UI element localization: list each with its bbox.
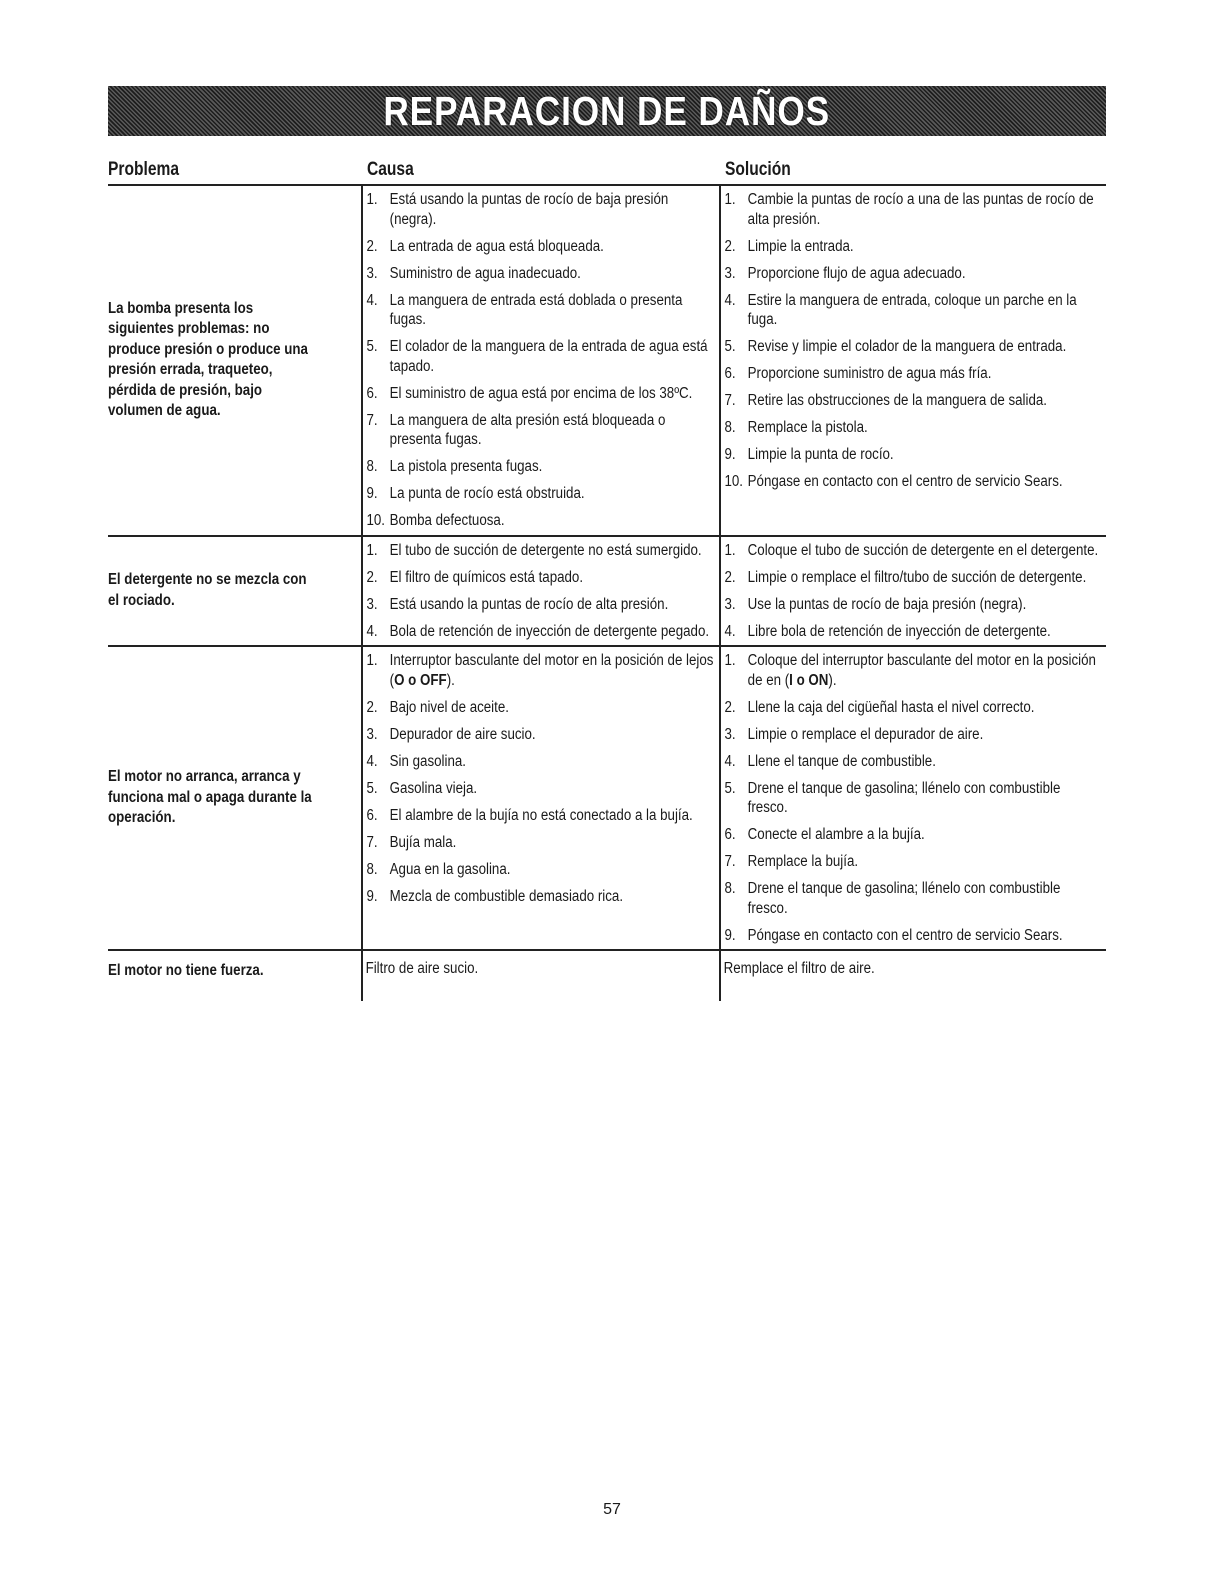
page-title: REPARACION DE DAÑOS (383, 87, 831, 134)
cause-number: 10. (366, 512, 385, 529)
cause-item (363, 264, 716, 284)
cause-item (363, 833, 716, 853)
solution-text-part: Limpie o remplace el depurador de aire. (747, 725, 984, 743)
cause-item (363, 484, 716, 504)
cause-number: 8. (366, 860, 378, 878)
cause-number: 6. (366, 384, 378, 402)
solution-text-part: Póngase en contacto con el centro de servicio Sears. (747, 473, 1063, 490)
cause-text-part: Mezcla de combustible demasiado rica. (389, 887, 624, 905)
problem-text: El motor no arranca, arranca y funciona mal o apaga durante la operación. (108, 768, 312, 827)
solution-number: 8. (724, 419, 736, 436)
solution-text-part: Proporcione suministro de agua más fría. (747, 365, 992, 382)
solution-number: 4. (724, 752, 736, 770)
cause-item (363, 806, 716, 826)
solution-text (748, 926, 1103, 946)
cause-item (363, 860, 716, 880)
cause-item (363, 725, 716, 745)
solution-item (721, 752, 1103, 772)
cause-text-part: El colador de la manguera de la entrada de agua está tapado. (389, 338, 708, 375)
cause-text (390, 337, 716, 376)
problem-text: El motor no tiene fuerza. (108, 962, 264, 979)
cause-text-part: Interruptor basculante del motor en la posición de lejos ( (389, 652, 714, 689)
cause-text (390, 568, 716, 588)
solution-item (721, 190, 1103, 229)
solution-number: 6. (724, 826, 736, 843)
solution-text (748, 752, 1103, 772)
cause-number: 7. (366, 411, 378, 429)
problem-cell (108, 951, 361, 1001)
cause-number: 2. (366, 568, 378, 586)
cause-number: 5. (366, 338, 378, 355)
cause-text-part: Bujía mala. (389, 833, 457, 851)
cause-text-part: Está usando la puntas de rocío de baja presión (negra). (389, 191, 669, 228)
table-section (108, 951, 1106, 1001)
title-banner (108, 86, 1106, 136)
cause-text-part: Gasolina vieja. (389, 779, 478, 797)
solution-item (721, 651, 1103, 690)
cause-text-part: Suministro de agua inadecuado. (389, 264, 581, 282)
cause-text-part: Bajo nivel de aceite. (389, 698, 509, 716)
solution-text (748, 190, 1103, 229)
cause-text (390, 190, 716, 229)
cause-text (390, 411, 716, 450)
solution-item (721, 879, 1103, 918)
cause-text (390, 651, 716, 690)
cause-text (390, 860, 716, 880)
solution-text (748, 651, 1103, 690)
solution-text (748, 264, 1103, 284)
solution-cell (719, 537, 1106, 646)
cause-text-part: El filtro de químicos está tapado. (389, 568, 584, 586)
cause-cell (361, 186, 719, 535)
solution-text (748, 622, 1103, 642)
table-section (108, 186, 1106, 537)
cause-text-part: Bola de retención de inyección de detergente pegado. (389, 622, 710, 640)
cause-text-part: El alambre de la bujía no está conectado a la bujía. (389, 806, 693, 824)
solution-number: 3. (724, 725, 736, 743)
cause-number: 3. (366, 725, 378, 743)
solution-item (721, 698, 1103, 718)
cause-text (390, 595, 716, 615)
solution-text-part: Drene el tanque de gasolina; llénelo con combustible fresco. (747, 779, 1061, 816)
solution-text-part: Remplace la pistola. (747, 419, 868, 436)
solution-text (748, 472, 1103, 492)
cause-text (390, 511, 716, 531)
cause-text (390, 237, 716, 257)
solution-number: 5. (724, 338, 736, 355)
solution-text-part: Remplace la bujía. (747, 853, 859, 870)
cause-text (390, 779, 716, 799)
solution-number: 2. (724, 698, 736, 716)
solution-number: 10. (724, 473, 743, 490)
cause-text (390, 833, 716, 853)
cause-text-part: La manguera de entrada está doblada o presenta fugas. (389, 291, 683, 328)
solution-number: 4. (724, 622, 736, 640)
cause-number: 6. (366, 806, 378, 824)
solution-number: 1. (724, 191, 736, 208)
cause-number: 1. (366, 541, 378, 559)
cause-item (363, 595, 716, 615)
cause-item (363, 698, 716, 718)
cause-item (363, 384, 716, 404)
cause-text (390, 264, 716, 284)
cause-text (390, 291, 716, 330)
cause-number: 1. (366, 652, 378, 669)
cause-text-part: ). (446, 671, 455, 689)
cause-text-part: Está usando la puntas de rocío de alta presión. (389, 595, 669, 613)
solution-item (721, 364, 1103, 384)
solution-text (748, 391, 1103, 411)
solution-text (748, 568, 1103, 588)
solution-text-part: Cambie la puntas de rocío a una de las puntas de rocío de alta presión. (747, 191, 1094, 228)
solution-text-part: Use la puntas de rocío de baja presión (negra). (747, 595, 1027, 613)
solution-number: 1. (724, 541, 736, 559)
problem-cell (108, 186, 361, 535)
cause-text-part: La pistola presenta fugas. (389, 458, 543, 475)
solution-text (748, 879, 1103, 918)
solution-text (748, 364, 1103, 384)
solution-text-part: Libre bola de retención de inyección de detergente. (747, 622, 1051, 640)
cause-text (390, 384, 716, 404)
solution-text-part: Drene el tanque de gasolina; llénelo con combustible fresco. (747, 880, 1061, 917)
solution-text-part: Revise y limpie el colador de la manguera de entrada. (747, 338, 1067, 355)
solution-number: 7. (724, 392, 736, 409)
solution-number: 9. (724, 926, 736, 944)
solution-number: 9. (724, 446, 736, 463)
cause-number: 1. (366, 191, 378, 208)
solution-item (721, 391, 1103, 411)
cause-text (390, 806, 716, 826)
solution-text-part: Llene el tanque de combustible. (747, 752, 936, 770)
solution-text (748, 779, 1103, 818)
page-number: 57 (603, 1501, 621, 1518)
solution-item (721, 418, 1103, 438)
solution-text-part: ). (828, 671, 837, 689)
solution-item (721, 445, 1103, 465)
cause-item (363, 511, 716, 531)
solution-number: 6. (724, 365, 736, 382)
solution-item (721, 568, 1103, 588)
cause-number: 8. (366, 458, 378, 475)
solution-text-part: Proporcione flujo de agua adecuado. (747, 264, 966, 282)
solution-text (748, 852, 1103, 872)
cause-number: 4. (366, 291, 378, 309)
solution-text (748, 291, 1103, 330)
cause-text (390, 698, 716, 718)
solution-text-part: Limpie la entrada. (747, 237, 854, 255)
cause-item (363, 541, 716, 561)
cause-item (363, 337, 716, 376)
cause-text (390, 457, 716, 477)
solution-number: 2. (724, 237, 736, 255)
cause-number: 3. (366, 264, 378, 282)
solution-text (748, 595, 1103, 615)
cause-item (363, 651, 716, 690)
cause-text-part: La manguera de alta presión está bloqueada o presenta fugas. (389, 411, 666, 448)
solution-item (721, 595, 1103, 615)
cause-number: 9. (366, 485, 378, 502)
solution-text-part: Coloque el tubo de succión de detergente en el detergente. (747, 541, 1099, 559)
solution-item (721, 825, 1103, 845)
problem-cell (108, 647, 361, 949)
problem-cell (108, 537, 361, 646)
cause-item (363, 291, 716, 330)
solution-text-part: Retire las obstrucciones de la manguera de salida. (747, 392, 1048, 409)
solution-text-part: Limpie la punta de rocío. (747, 446, 894, 463)
problem-text: El detergente no se mezcla con el rociado. (108, 571, 307, 609)
cause-item (363, 237, 716, 257)
cause-text (390, 752, 716, 772)
cause-text (390, 484, 716, 504)
solution-text-part: Coloque del interruptor basculante del motor en la posición de en ( (747, 652, 1096, 689)
solution-text (748, 825, 1103, 845)
solution-item (721, 472, 1103, 492)
solution-item (721, 926, 1103, 946)
cause-cell (361, 951, 719, 1001)
header-causa: Causa (367, 159, 414, 180)
cause-cell (361, 647, 719, 949)
solution-text (748, 337, 1103, 357)
solution-text-bold: I o ON (789, 671, 829, 689)
solution-text-part: Póngase en contacto con el centro de servicio Sears. (747, 926, 1063, 944)
cause-number: 4. (366, 752, 378, 770)
solution-number: 1. (724, 652, 736, 669)
cause-item (363, 887, 716, 907)
cause-number: 9. (366, 887, 378, 905)
solution-item (721, 337, 1103, 357)
solution-number: 3. (724, 595, 736, 613)
solution-cell (719, 951, 1106, 1001)
cause-item (363, 752, 716, 772)
solution-cell (719, 186, 1106, 535)
solution-item (721, 622, 1103, 642)
solution-item (721, 852, 1103, 872)
cause-text-part: El suministro de agua está por encima de los 38ºC. (389, 384, 693, 402)
cause-number: 4. (366, 622, 378, 640)
cause-text-part: Agua en la gasolina. (389, 860, 511, 878)
troubleshooting-table (108, 150, 1106, 1001)
cause-number: 2. (366, 698, 378, 716)
cause-text (390, 541, 716, 561)
solution-text (748, 725, 1103, 745)
cause-item (363, 622, 716, 642)
cause-text-part: Sin gasolina. (389, 752, 466, 770)
cause-text-part: Depurador de aire sucio. (389, 725, 536, 743)
cause-item (363, 411, 716, 450)
cause-text (390, 622, 716, 642)
solution-number: 7. (724, 853, 736, 870)
cause-text (390, 725, 716, 745)
cause-text-part: La punta de rocío está obstruida. (389, 485, 585, 502)
cause-item (363, 779, 716, 799)
solution-item (721, 541, 1103, 561)
solution-text (748, 418, 1103, 438)
cause-text (390, 887, 716, 907)
cause-text-bold: O o OFF (394, 671, 447, 689)
cause-text-part: La entrada de agua está bloqueada. (389, 237, 604, 255)
solution-cell (719, 647, 1106, 949)
cause-number: 2. (366, 237, 378, 255)
solution-number: 8. (724, 880, 736, 897)
solution-text (748, 445, 1103, 465)
cause-item (363, 190, 716, 229)
solution-item (721, 779, 1103, 818)
table-section (108, 537, 1106, 648)
solution-item (721, 725, 1103, 745)
table-section (108, 647, 1106, 951)
solution-number: 5. (724, 779, 736, 797)
cause-text-part: El tubo de succión de detergente no está sumergido. (389, 541, 702, 559)
cause-item (363, 568, 716, 588)
solution-item (721, 291, 1103, 330)
cause-number: 3. (366, 595, 378, 613)
solution-number: 4. (724, 291, 736, 309)
header-solucion: Solución (725, 159, 791, 180)
solution-item (721, 264, 1103, 284)
solution-text (748, 237, 1103, 257)
solution-number: 2. (724, 568, 736, 586)
cause-text-part: Bomba defectuosa. (389, 512, 505, 529)
cause-text: Filtro de aire sucio. (365, 960, 479, 977)
solution-item (721, 237, 1103, 257)
cause-number: 7. (366, 833, 378, 851)
header-problema: Problema (108, 159, 180, 180)
solution-text-part: Estire la manguera de entrada, coloque un parche en la fuga. (747, 291, 1077, 328)
problem-text: La bomba presenta los siguientes problemas: no produce presión o produce una presión errada, traqueteo, pérdida de presión, bajo volumen de agua. (108, 299, 308, 420)
solution-text-part: Limpie o remplace el filtro/tubo de succión de detergente. (747, 568, 1087, 586)
solution-text-part: Conecte el alambre a la bujía. (747, 826, 925, 843)
cause-cell (361, 537, 719, 646)
cause-item (363, 457, 716, 477)
solution-text: Remplace el filtro de aire. (723, 960, 875, 977)
table-header (108, 150, 1106, 186)
solution-text-part: Llene la caja del cigüeñal hasta el nivel correcto. (747, 698, 1035, 716)
cause-number: 5. (366, 779, 378, 797)
solution-number: 3. (724, 264, 736, 282)
solution-text (748, 541, 1103, 561)
solution-text (748, 698, 1103, 718)
